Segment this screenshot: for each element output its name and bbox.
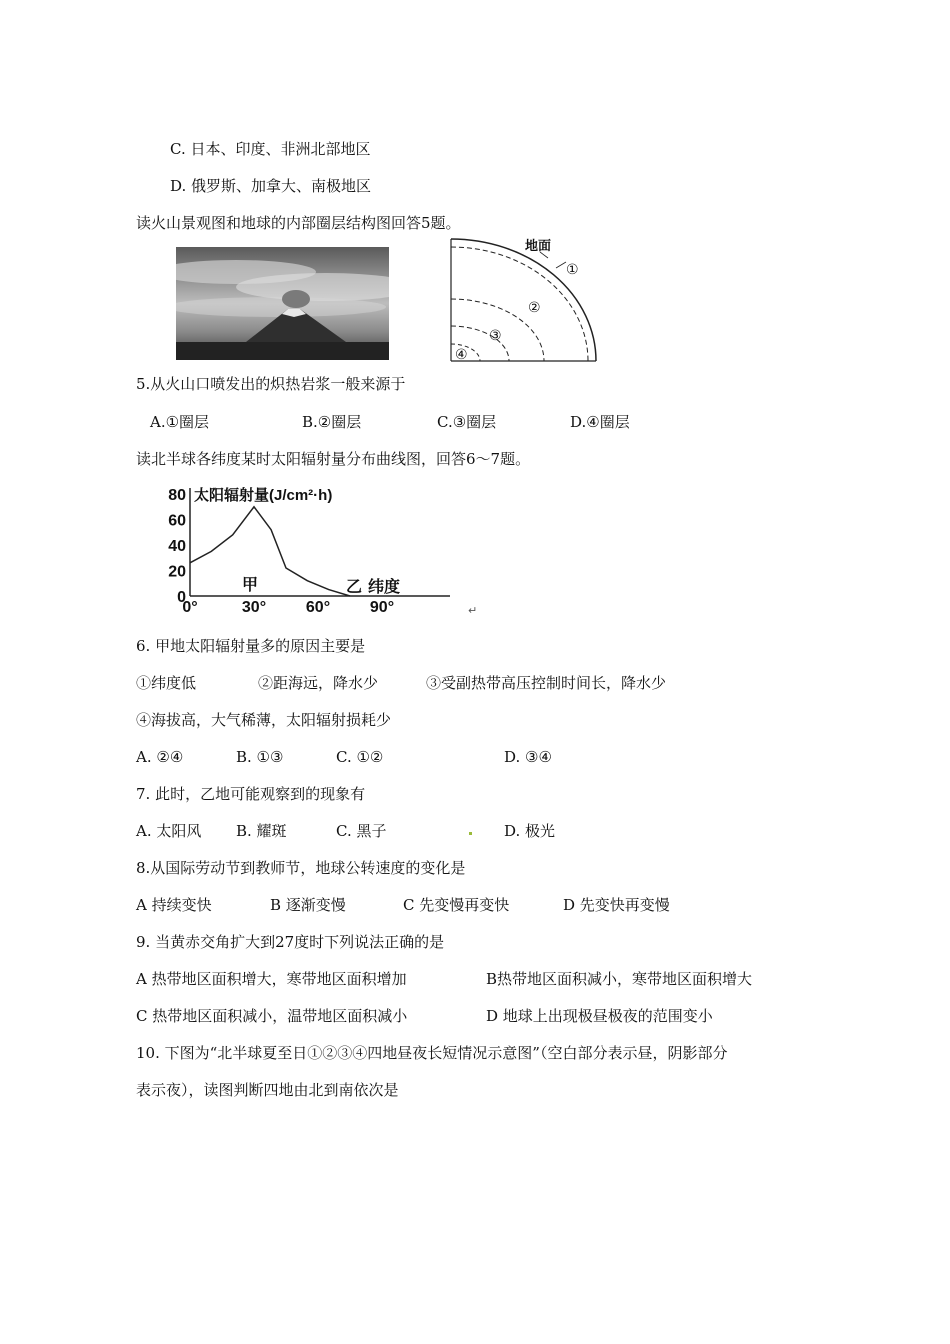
x-tick-label: 30° (241, 599, 267, 616)
x-axis-label: 纬度 (368, 579, 401, 596)
q6-option-a: A. ②④ (136, 748, 184, 766)
question-5-intro: 读火山景观图和地球的内部圈层结构图回答5题。 (136, 214, 461, 232)
annotation-yi: 乙 (346, 579, 363, 596)
x-tick-label: 60° (305, 599, 331, 616)
earth-interior-layer-diagram (448, 236, 604, 364)
q9-option-c: C 热带地区面积减小，温带地区面积减小 (136, 1007, 408, 1025)
solar-radiation-chart (150, 482, 490, 618)
surface-label: 地面 (525, 238, 552, 253)
layer-label-2: ② (528, 300, 541, 316)
q9-option-d: D 地球上出现极昼极夜的范围变小 (486, 1007, 713, 1025)
q7-option-b: B. 耀斑 (236, 822, 287, 840)
layer-label-4: ④ (455, 347, 468, 363)
q5-option-d: D.④圈层 (570, 413, 630, 431)
q6-statement-4: ④海拔高，大气稀薄，太阳辐射损耗少 (136, 711, 392, 729)
q9-option-b: B热带地区面积减小，寒带地区面积增大 (486, 970, 753, 988)
volcano-landscape-photo (176, 247, 389, 360)
question-10-line-1: 10. 下图为“北半球夏至日①②③④四地昼夜长短情况示意图”（空白部分表示昼，阴影部分 (136, 1044, 728, 1062)
paragraph-mark-icon: ↵ (468, 604, 478, 617)
layer-label-1: ① (566, 262, 579, 278)
layer-label-3: ③ (489, 328, 502, 344)
q6-statement-1: ①纬度低 (136, 674, 197, 692)
question-7: 7. 此时，乙地可能观察到的现象有 (136, 785, 366, 803)
y-axis-label: 太阳辐射量(J/cm²·h) (194, 487, 333, 504)
questions-6-7-intro: 读北半球各纬度某时太阳辐射量分布曲线图，回答6～7题。 (136, 450, 531, 468)
q6-option-b: B. ①③ (236, 748, 284, 766)
y-tick-label: 60 (168, 512, 186, 530)
q6-statement-3: ③受副热带高压控制时间长，降水少 (426, 674, 667, 692)
y-tick-label: 0 (177, 589, 186, 606)
question-4-option-d: D. 俄罗斯、加拿大、南极地区 (170, 177, 372, 195)
annotation-jia: 甲 (242, 577, 259, 594)
q8-option-c: C 先变慢再变快 (403, 896, 510, 914)
q8-option-d: D 先变快再变慢 (563, 896, 670, 914)
y-tick-label: 20 (168, 563, 186, 581)
q5-option-b: B.②圈层 (302, 413, 362, 431)
stray-mark (469, 832, 472, 835)
question-8: 8.从国际劳动节到教师节，地球公转速度的变化是 (136, 859, 466, 877)
y-tick-label: 80 (168, 487, 186, 504)
q5-option-a: A.①圈层 (150, 413, 210, 431)
x-tick-label: 90° (369, 599, 395, 616)
question-6: 6. 甲地太阳辐射量多的原因主要是 (136, 637, 366, 655)
q6-statement-2: ②距海远，降水少 (258, 674, 379, 692)
x-tick-label: 0° (182, 599, 198, 616)
q8-option-b: B 逐渐变慢 (270, 896, 346, 914)
q8-option-a: A 持续变快 (136, 896, 212, 914)
q7-option-a: A. 太阳风 (136, 822, 202, 840)
q7-option-d: D. 极光 (504, 822, 556, 840)
y-tick-label: 40 (168, 538, 186, 555)
question-10-line-2: 表示夜），读图判断四地由北到南依次是 (136, 1081, 399, 1099)
q6-option-c: C. ①② (336, 748, 384, 766)
radiation-curve-line (190, 507, 350, 596)
q9-option-a: A 热带地区面积增大，寒带地区面积增加 (136, 970, 407, 988)
q6-option-d: D. ③④ (504, 748, 552, 766)
question-4-option-c: C. 日本、印度、非洲北部地区 (170, 140, 371, 158)
question-5: 5.从火山口喷发出的炽热岩浆一般来源于 (136, 375, 406, 393)
q5-option-c: C.③圈层 (437, 413, 497, 431)
q7-option-c: C. 黑子 (336, 822, 387, 840)
question-9: 9. 当黄赤交角扩大到27度时下列说法正确的是 (136, 933, 445, 951)
